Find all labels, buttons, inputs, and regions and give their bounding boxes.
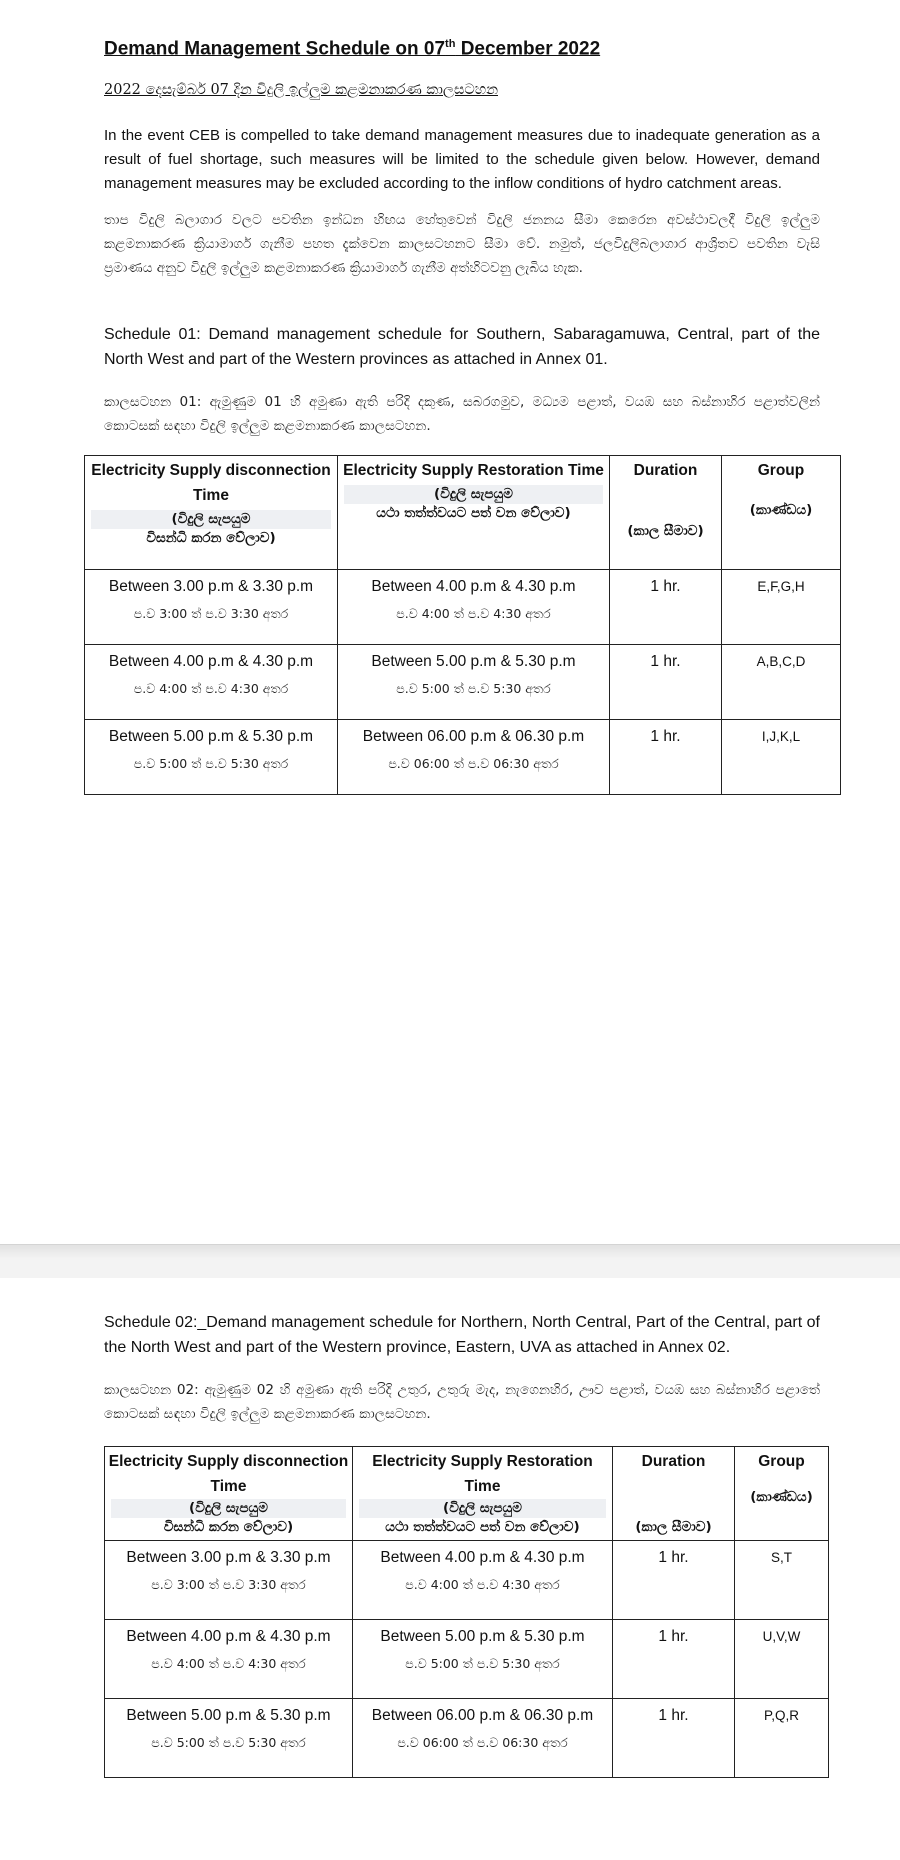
- duration-text: 1 hr.: [650, 653, 681, 670]
- schedule-02-heading-sinhala: කාලසටහන 02: ඇමුණුම 02 හි අමුණා ඇති පරිදි උතුර, උතුරු මැද, නැගෙනහිර, ඌව පළාත්, වයඹ සහ බස්නාහිර පළාතේ කොටසක් සඳහා විදුලි ඉල්ලුම කළමනාකරණ කාලසටහන.: [104, 1382, 820, 1422]
- header-duration: Duration (කාල සීමාව): [613, 1447, 735, 1541]
- disconnection-cell: [85, 570, 338, 645]
- disconnection-cell: [85, 645, 338, 720]
- group-text: E,F,G,H: [757, 579, 805, 594]
- group-text: S,T: [770, 1550, 792, 1565]
- disconnection-text: Between 4.00 p.m & 4.30 p.m: [126, 1628, 331, 1645]
- duration-cell: [613, 1699, 735, 1778]
- disconnection-text: Between 5.00 p.m & 5.30 p.m: [108, 728, 314, 745]
- group-cell: [722, 720, 841, 795]
- restoration-text: Between 5.00 p.m & 5.30 p.m: [371, 653, 576, 670]
- group-text: U,V,W: [762, 1629, 801, 1644]
- table-row: [85, 570, 841, 645]
- disconnection-sinhala-text: ප.ව 5:00 ත් ප.ව 5:30 අතර: [133, 756, 289, 771]
- duration-text: 1 hr.: [658, 1628, 689, 1645]
- group-cell: [722, 645, 841, 720]
- disconnection-cell: [105, 1541, 353, 1620]
- disconnection-text: Between 3.00 p.m & 3.30 p.m: [108, 578, 314, 595]
- disconnection-sinhala-text: ප.ව 3:00 ත් ප.ව 3:30 අතර: [133, 606, 289, 621]
- disconnection-text: Between 3.00 p.m & 3.30 p.m: [126, 1549, 331, 1566]
- schedule-01-table: [84, 455, 841, 795]
- disconnection-cell: [105, 1699, 353, 1778]
- restoration-cell: [338, 570, 610, 645]
- disconnection-text: Between 4.00 p.m & 4.30 p.m: [108, 653, 314, 670]
- schedule-02-table: [104, 1446, 829, 1778]
- duration-text: 1 hr.: [658, 1549, 689, 1566]
- document-title-sinhala: 2022 දෙසැම්බර් 07 දින විදුලි ඉල්ලුම කළමනාකරණ කාලසටහන: [104, 82, 498, 98]
- duration-text: 1 hr.: [658, 1707, 689, 1724]
- group-text: A,B,C,D: [756, 654, 806, 669]
- disconnection-sinhala-text: ප.ව 4:00 ත් ප.ව 4:30 අතර: [151, 1656, 306, 1671]
- schedule-02-heading: Schedule 02:_Demand management schedule for Northern, North Central, Part of the Central, part of the North West and part of the Western province, Eastern, UVA as attached in Annex 02.: [104, 1314, 820, 1356]
- group-cell: [735, 1620, 829, 1699]
- restoration-sinhala-text: ප.ව 5:00 ත් ප.ව 5:30 අතර: [405, 1656, 560, 1671]
- restoration-text: Between 5.00 p.m & 5.30 p.m: [380, 1628, 585, 1645]
- table-row: [105, 1699, 829, 1778]
- duration-text: 1 hr.: [650, 728, 681, 745]
- header-disconnection-time: Electricity Supply disconnection Time (විදුලි සැපයුම විසන්ධි කරන වේලාව): [105, 1447, 353, 1541]
- table-row: [105, 1541, 829, 1620]
- disconnection-cell: [105, 1620, 353, 1699]
- restoration-cell: [353, 1541, 613, 1620]
- restoration-cell: [353, 1699, 613, 1778]
- restoration-sinhala-text: ප.ව 06:00 ත් ප.ව 06:30 අතර: [397, 1735, 568, 1750]
- schedule-01-heading-sinhala: කාලසටහන 01: ඇමුණුම 01 හි අමුණා ඇති පරිදි දකුණ, සබරගමුව, මධ්‍යම පළාත්, වයඹ සහ බස්නාහිර පළාත්වලින් කොටසක් සඳහා විදුලි ඉල්ලුම කළමනාකරණ කාලසටහන.: [104, 394, 820, 434]
- group-cell: [735, 1699, 829, 1778]
- header-group: Group (කාණ්ඩය): [722, 456, 841, 570]
- restoration-text: Between 4.00 p.m & 4.30 p.m: [380, 1549, 585, 1566]
- table-header-row: [85, 456, 841, 570]
- table-row: [85, 720, 841, 795]
- restoration-cell: [338, 645, 610, 720]
- restoration-text: Between 06.00 p.m & 06.30 p.m: [371, 1707, 594, 1724]
- restoration-sinhala-text: ප.ව 06:00 ත් ප.ව 06:30 අතර: [388, 756, 559, 771]
- header-disconnection-time: Electricity Supply disconnection Time (විදුලි සැපයුම විසන්ධි කරන වේලාව): [85, 456, 338, 570]
- disconnection-sinhala-text: ප.ව 4:00 ත් ප.ව 4:30 අතර: [133, 681, 289, 696]
- table-row: [85, 645, 841, 720]
- restoration-sinhala-text: ප.ව 5:00 ත් ප.ව 5:30 අතර: [396, 681, 551, 696]
- disconnection-text: Between 5.00 p.m & 5.30 p.m: [126, 1707, 331, 1724]
- disconnection-sinhala-text: ප.ව 3:00 ත් ප.ව 3:30 අතර: [151, 1577, 306, 1592]
- restoration-sinhala-text: ප.ව 4:00 ත් ප.ව 4:30 අතර: [396, 606, 551, 621]
- header-restoration-time: Electricity Supply Restoration Time (විදුලි සැපයුම යථා තත්ත්වයට පත් වන වේලාව): [353, 1447, 613, 1541]
- page-break: [0, 1244, 900, 1279]
- duration-text: 1 hr.: [650, 578, 681, 595]
- duration-cell: [610, 720, 722, 795]
- group-text: I,J,K,L: [761, 729, 801, 744]
- header-group: Group (කාණ්ඩය): [735, 1447, 829, 1541]
- restoration-text: Between 06.00 p.m & 06.30 p.m: [362, 728, 585, 745]
- intro-paragraph-sinhala: තාප විදුලි බලාගාර වලට පවතින ඉන්ධන හිඟය හේතුවෙන් විදුලි ජනනය සීමා කෙරෙන අවස්ථාවලදී විදුලි ඉල්ලුම කළමනාකරණ ක්‍රියාමාර්ග ගැනීම පහත දැක්වෙන කාලසටහනට සීමා වේ. නමුත්, ජලවිදුලිබලාගාර ආශ්‍රිතව පවතින වැසි ප්‍රමාණය අනුව විදුලි ඉල්ලුම කළමනාකරණ ක්‍රියාමාර්ග ගැනීම අත්හිටවනු ලැබිය හැක.: [104, 212, 820, 276]
- disconnection-sinhala-text: ප.ව 5:00 ත් ප.ව 5:30 අතර: [151, 1735, 306, 1750]
- duration-cell: [610, 570, 722, 645]
- restoration-cell: [338, 720, 610, 795]
- restoration-sinhala-text: ප.ව 4:00 ත් ප.ව 4:30 අතර: [405, 1577, 560, 1592]
- document-title: Demand Management Schedule on 07th December 2022: [104, 38, 601, 60]
- group-cell: [735, 1541, 829, 1620]
- restoration-cell: [353, 1620, 613, 1699]
- duration-cell: [613, 1541, 735, 1620]
- group-text: P,Q,R: [763, 1708, 799, 1723]
- schedule-01-heading: Schedule 01: Demand management schedule for Southern, Sabaragamuwa, Central, part of the North West and part of the Western provinces as attached in Annex 01.: [104, 326, 820, 368]
- header-restoration-time: Electricity Supply Restoration Time (විදුලි සැපයුම යථා තත්ත්වයට පත් වන වේලාව): [338, 456, 610, 570]
- disconnection-cell: [85, 720, 338, 795]
- document-page-2: [0, 1278, 900, 1860]
- table-row: [105, 1620, 829, 1699]
- header-duration: Duration (කාල සීමාව): [610, 456, 722, 570]
- intro-paragraph: In the event CEB is compelled to take demand management measures due to inadequate generation as a result of fuel shortage, such measures will be limited to the schedule given below. However, demand management measures may be excluded according to the inflow conditions of hydro catchment areas.: [104, 127, 820, 192]
- duration-cell: [613, 1620, 735, 1699]
- restoration-text: Between 4.00 p.m & 4.30 p.m: [371, 578, 576, 595]
- table-header-row: [105, 1447, 829, 1541]
- duration-cell: [610, 645, 722, 720]
- group-cell: [722, 570, 841, 645]
